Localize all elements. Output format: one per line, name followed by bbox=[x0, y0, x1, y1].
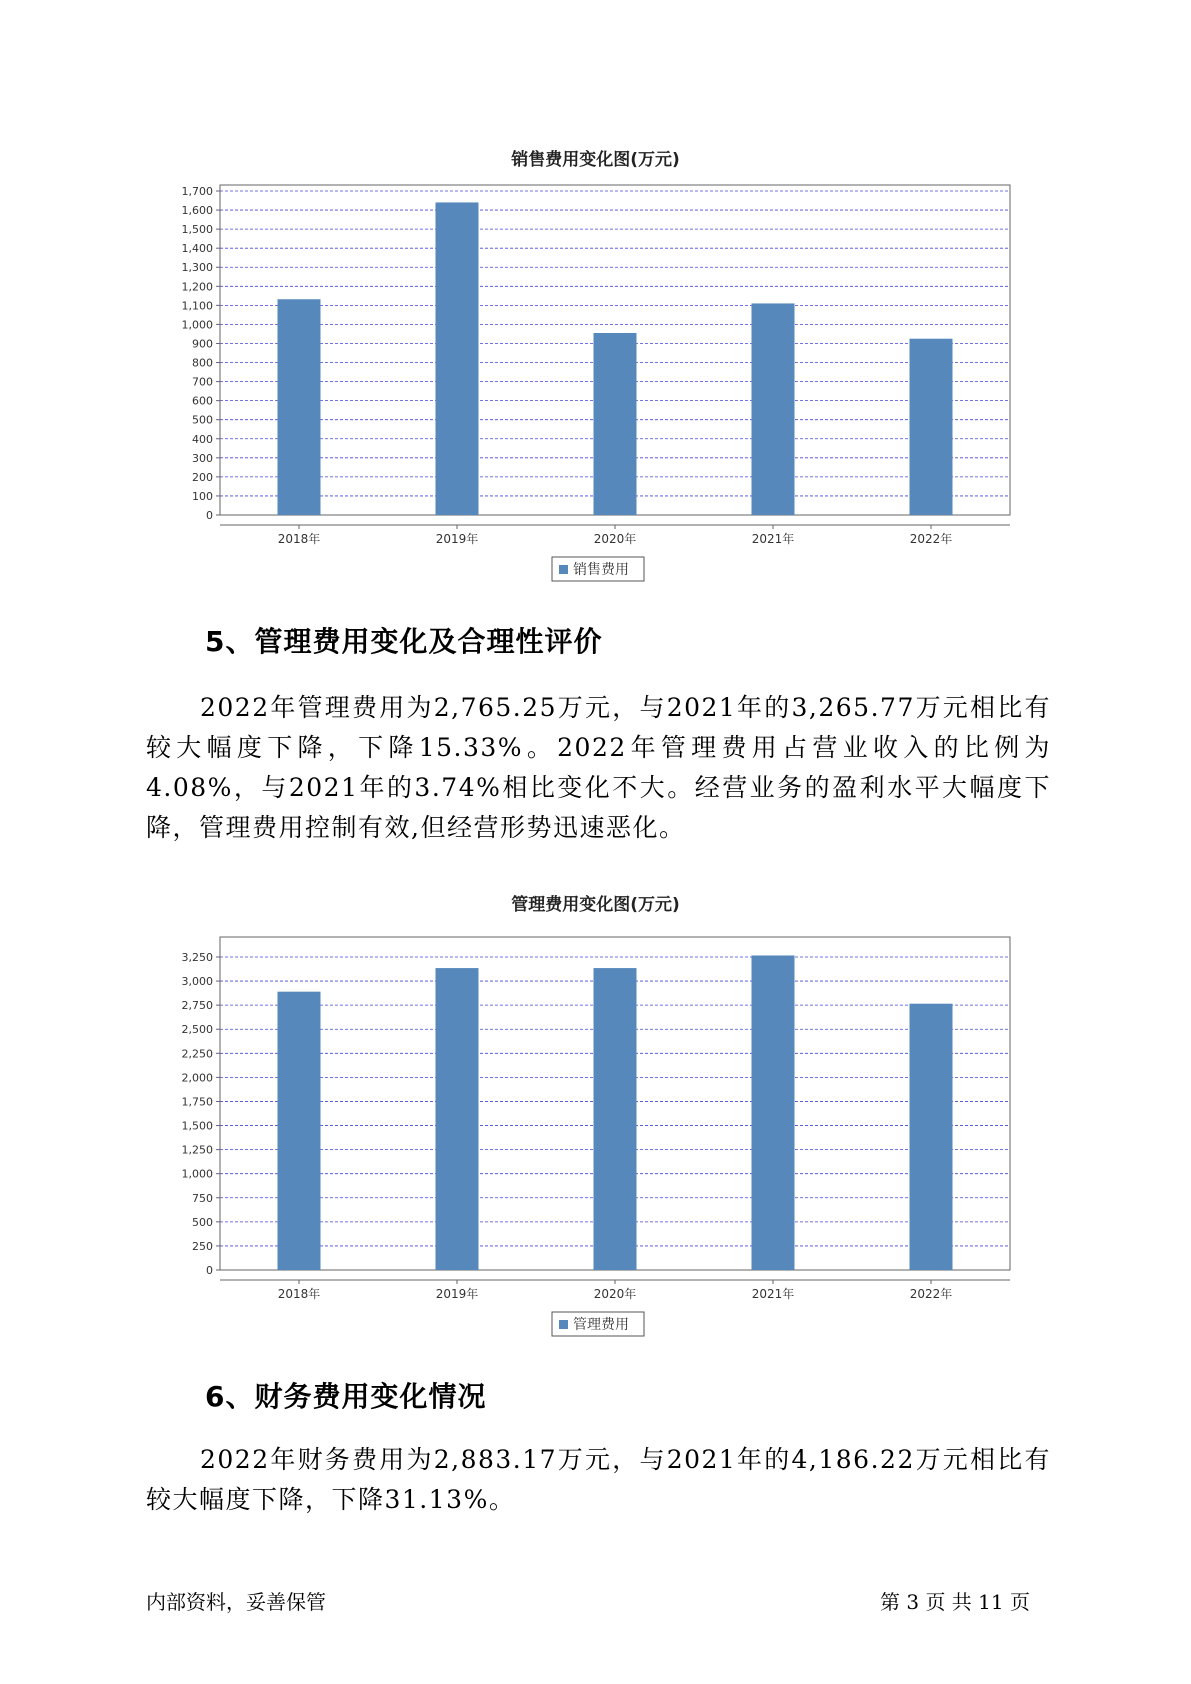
y-tick-label: 1,750 bbox=[181, 1095, 213, 1109]
bar bbox=[752, 955, 795, 1270]
y-tick-label: 750 bbox=[192, 1191, 213, 1205]
x-tick-label: 2020年 bbox=[593, 1287, 637, 1301]
x-tick-label: 2022年 bbox=[909, 1287, 953, 1301]
bar bbox=[594, 968, 637, 1270]
y-tick-label: 1,500 bbox=[181, 223, 213, 237]
x-tick-label: 2021年 bbox=[751, 1287, 795, 1301]
y-tick-label: 700 bbox=[192, 375, 213, 389]
section6-paragraph: 2022年财务费用为2,883.17万元，与2021年的4,186.22万元相比有较大幅度下降，下降31.13%。 bbox=[146, 1445, 1051, 1514]
admin-expense-chart-title: 管理费用变化图(万元) bbox=[511, 895, 680, 915]
y-tick-label: 0 bbox=[206, 1264, 213, 1277]
legend-label: 管理费用 bbox=[573, 1317, 629, 1333]
x-tick-label: 2018年 bbox=[277, 1287, 321, 1301]
x-tick-label: 2018年 bbox=[277, 532, 321, 546]
sales-expense-chart bbox=[0, 150, 1191, 590]
y-tick-label: 900 bbox=[192, 337, 213, 351]
y-tick-label: 300 bbox=[192, 451, 213, 465]
bar bbox=[752, 303, 795, 515]
y-tick-label: 1,100 bbox=[181, 299, 213, 313]
bar bbox=[278, 992, 321, 1270]
section5-heading: 5、管理费用变化及合理性评价 bbox=[205, 625, 603, 658]
x-tick-label: 2022年 bbox=[909, 532, 953, 546]
bar bbox=[910, 339, 953, 515]
y-tick-label: 2,500 bbox=[181, 1023, 213, 1037]
y-tick-label: 400 bbox=[192, 432, 213, 446]
x-tick-label: 2019年 bbox=[435, 532, 479, 546]
section5-paragraph: 2022年管理费用为2,765.25万元，与2021年的3,265.77万元相比有较大幅度下降，下降15.33%。2022年管理费用占营业收入的比例为4.08%，与2021年的3.74%相比变化不大。经营业务的盈利水平大幅度下降，管理费用控制有效,但经营形势迅速恶化。 bbox=[146, 693, 1051, 842]
y-tick-label: 1,600 bbox=[181, 204, 213, 218]
y-tick-label: 1,500 bbox=[181, 1119, 213, 1133]
y-tick-label: 1,400 bbox=[181, 242, 213, 256]
y-tick-label: 3,250 bbox=[181, 951, 213, 964]
y-tick-label: 1,000 bbox=[181, 1167, 213, 1181]
y-tick-label: 250 bbox=[192, 1239, 213, 1253]
y-tick-label: 2,250 bbox=[181, 1047, 213, 1061]
y-tick-label: 1,700 bbox=[181, 185, 213, 198]
y-tick-label: 500 bbox=[192, 413, 213, 427]
x-tick-label: 2019年 bbox=[435, 1287, 479, 1301]
y-tick-label: 1,000 bbox=[181, 318, 213, 332]
admin-expense-chart bbox=[0, 900, 1191, 1340]
y-tick-label: 3,000 bbox=[181, 975, 213, 989]
legend-label: 销售费用 bbox=[573, 562, 629, 578]
y-tick-label: 1,200 bbox=[181, 280, 213, 294]
y-tick-label: 600 bbox=[192, 394, 213, 408]
bar bbox=[436, 202, 479, 515]
footer-confidential-note: 内部资料，妥善保管 bbox=[146, 1590, 326, 1614]
y-tick-label: 0 bbox=[206, 509, 213, 522]
y-tick-label: 1,300 bbox=[181, 261, 213, 275]
footer-page-number: 第 3 页 共 11 页 bbox=[880, 1590, 1030, 1614]
y-tick-label: 2,750 bbox=[181, 999, 213, 1013]
x-tick-label: 2020年 bbox=[593, 532, 637, 546]
section6-heading: 6、财务费用变化情况 bbox=[205, 1380, 487, 1413]
legend-swatch bbox=[559, 1320, 568, 1329]
bar bbox=[910, 1004, 953, 1270]
legend-swatch bbox=[559, 565, 568, 574]
y-tick-label: 100 bbox=[192, 489, 213, 503]
y-tick-label: 500 bbox=[192, 1215, 213, 1229]
x-tick-label: 2021年 bbox=[751, 532, 795, 546]
bar bbox=[594, 333, 637, 515]
bar bbox=[278, 299, 321, 515]
y-tick-label: 200 bbox=[192, 470, 213, 484]
sales-expense-chart-title: 销售费用变化图(万元) bbox=[511, 150, 680, 170]
y-tick-label: 2,000 bbox=[181, 1071, 213, 1085]
bar bbox=[436, 968, 479, 1270]
y-tick-label: 800 bbox=[192, 356, 213, 370]
y-tick-label: 1,250 bbox=[181, 1143, 213, 1157]
